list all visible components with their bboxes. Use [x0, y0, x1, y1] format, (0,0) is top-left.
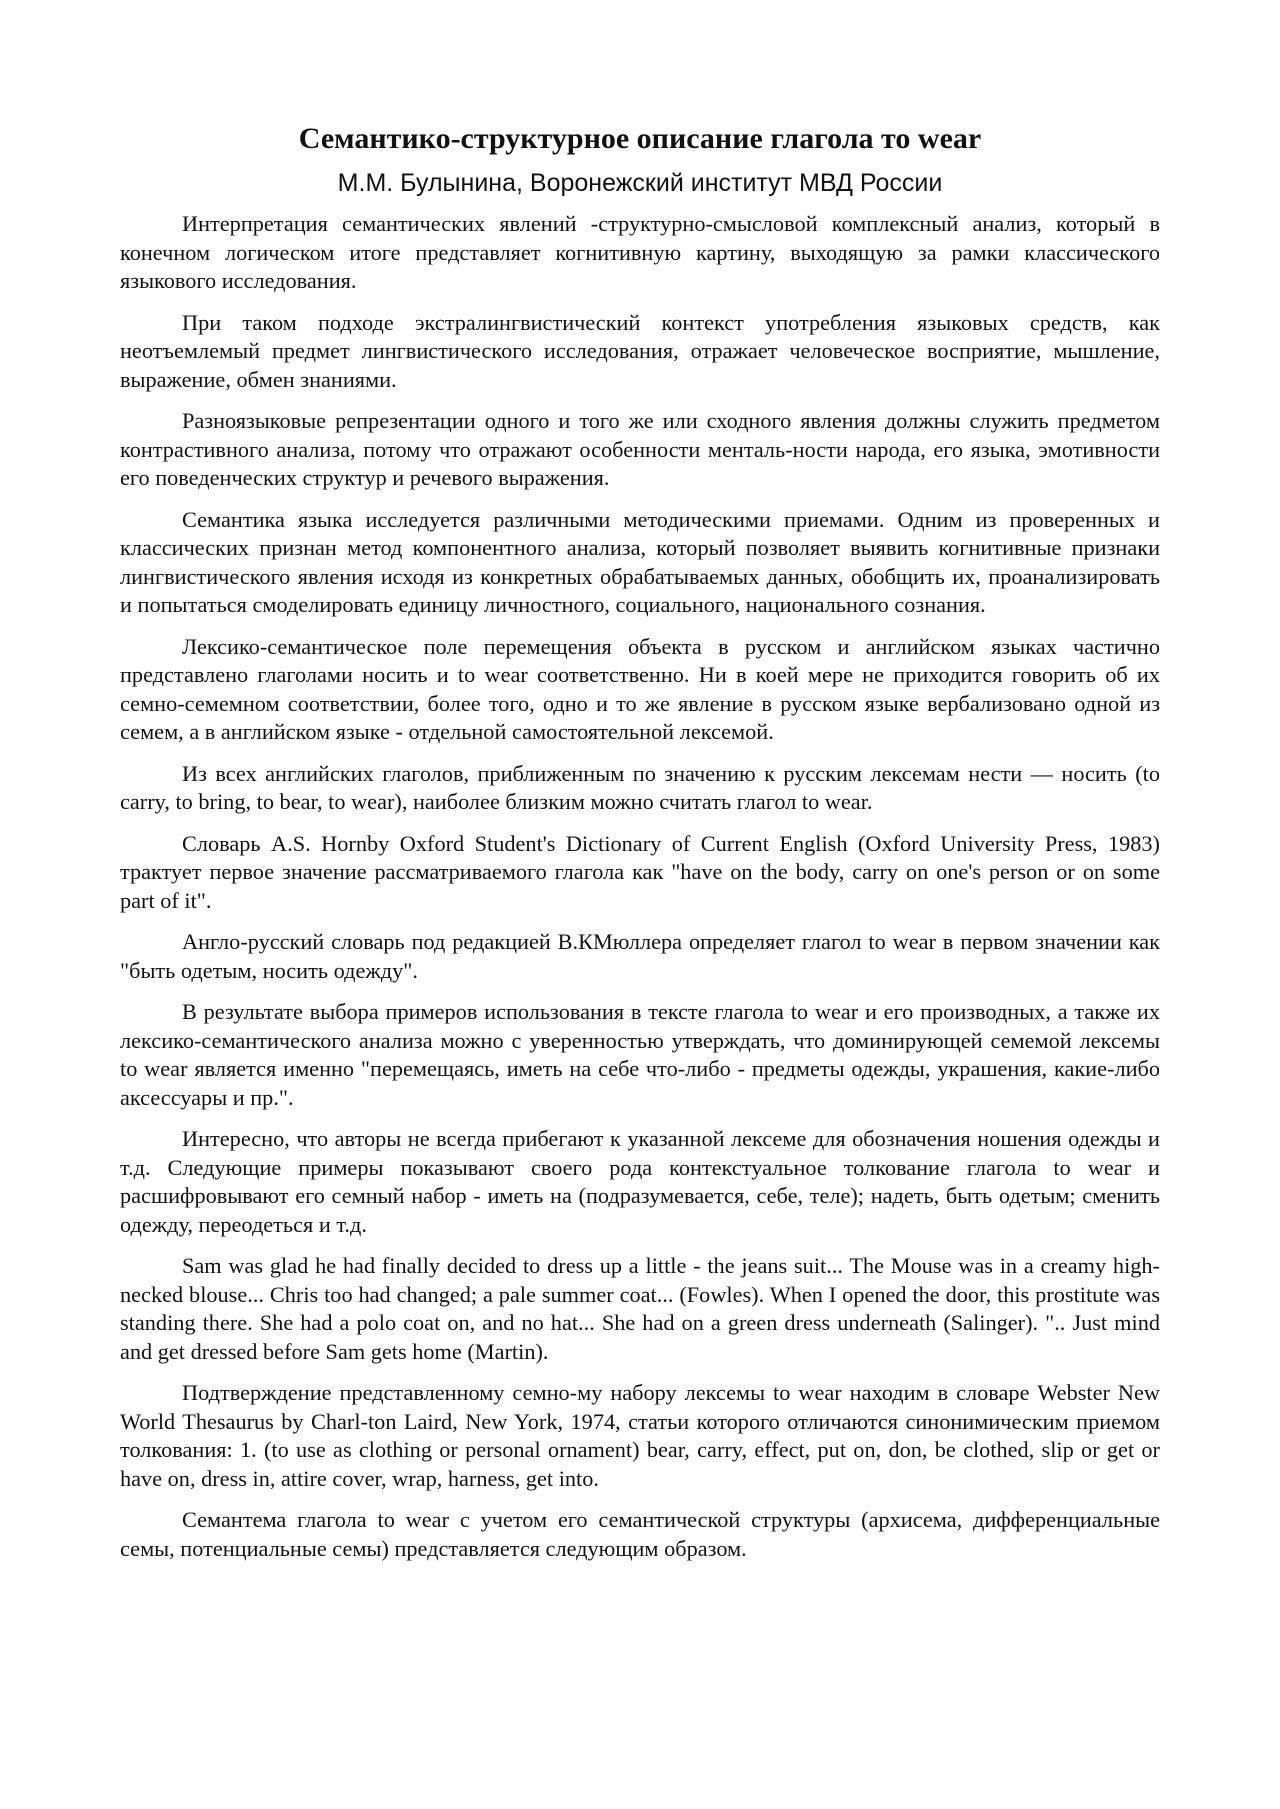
paragraph-2: При таком подходе экстралингвистический контекст употребления языковых средств, как неотъемлемый предмет лингвистического исследования, отражает человеческое восприятие, мышление, выражение, обмен знаниями.	[120, 309, 1160, 392]
paragraph-10: Интересно, что авторы не всегда прибегают к указанной лексеме для обозначения ношения одежды и т.д. Следующие примеры показывают своего рода контекстуальное толкование глагола to wear и расшифровывают его семный набор - иметь на (подразумевается, себе, теле); надеть, быть одетым; сменить одежду, переодеться и т.д.	[120, 1126, 1160, 1237]
document-title: Семантико-структурное описание глагола то wear	[298, 122, 982, 155]
paragraph-6: Из всех английских глаголов, приближенным по значению к русским лексемам нести — носить (to carry, to bring, to bear, to wear), наиболее близким можно считать глагол to wear.	[120, 760, 1160, 814]
paragraph-8: Англо-русский словарь под редакцией В.КМюллера определяет глагол to wear в первом значении как "быть одетым, носить одежду".	[120, 929, 1160, 983]
paragraph-3: Разноязыковые репрезентации одного и того же или сходного явления должны служить предметом контрастивного анализа, потому что отражают особенности менталь-ности народа, его языка, эмотивности его поведенческих структур и речевого выражения.	[120, 408, 1160, 490]
paragraph-4: Семантика языка исследуется различными методическими приемами. Одним из проверенных и классических признан метод компонентного анализа, который позволяет выявить когнитивные признаки лингвистического явления исходя из конкретных обрабатываемых данных, обобщить их, проанализировать и попытаться смоделировать единицу личностного, социального, национального сознания.	[120, 506, 1160, 617]
paragraph-9: В результате выбора примеров использования в тексте глагола to wear и его производных, а также их лексико-семантического анализа можно с уверенностью утверждать, что доминирующей семемой лексемы to wear является именно "перемещаясь, иметь на себе что-либо - предметы одежды, украшения, какие-либо аксессуары и пр.".	[120, 999, 1160, 1110]
paragraph-12: Подтверждение представленному семно-му набору лексемы to wear находим в словаре Webster New World Thesaurus by Charl-ton Laird, New York, 1974, статьи которого отличаются синонимическим приемом толкования: 1. (to use as clothing or personal ornament) bear, carry, effect, put on, don, be clothed, slip or get or have on, dress in, attire cover, wrap, harness, get into.	[120, 1380, 1160, 1491]
author-line: М.М. Булынина, Воронежский институт МВД России	[337, 169, 943, 197]
paragraph-5: Лексико-семантическое поле перемещения объекта в русском и английском языках частично представлено глаголами носить и to wear соответственно. Ни в коей мере не приходится говорить об их семно-семемном соответствии, более того, одно и то же явление в русском языке вербализовано одной из семем, а в английском языке - отдельной самостоятельной лексемой.	[120, 633, 1160, 744]
paragraph-11: Sam was glad he had finally decided to dress up a little - the jeans suit... The Mouse was in a creamy high-necked blouse... Chris too had changed; a pale summer coat... (Fowles). When I opened the door, this prostitute was standing there. She had a polo coat on, and no hat... She had on a green dress underneath (Salinger). ".. Just mind and get dressed before Sam gets home (Martin).	[120, 1253, 1160, 1364]
paragraph-13: Семантема глагола to wear с учетом его семантической структуры (архисема, дифференциальные семы, потенциальные семы) представляется следующим образом.	[120, 1507, 1160, 1561]
document-page	[120, 118, 1160, 1576]
paragraph-7: Словарь A.S. Hornby Oxford Student's Dictionary of Current English (Oxford University Press, 1983) трактует первое значение рассматриваемого глагола как "have on the body, carry on one's person or on some part of it".	[120, 830, 1160, 913]
paragraph-1: Интерпретация семантических явлений -структурно-смысловой комплексный анализ, который в конечном логическом итоге представляет когнитивную картину, выходящую за рамки классического языкового исследования.	[120, 211, 1160, 293]
